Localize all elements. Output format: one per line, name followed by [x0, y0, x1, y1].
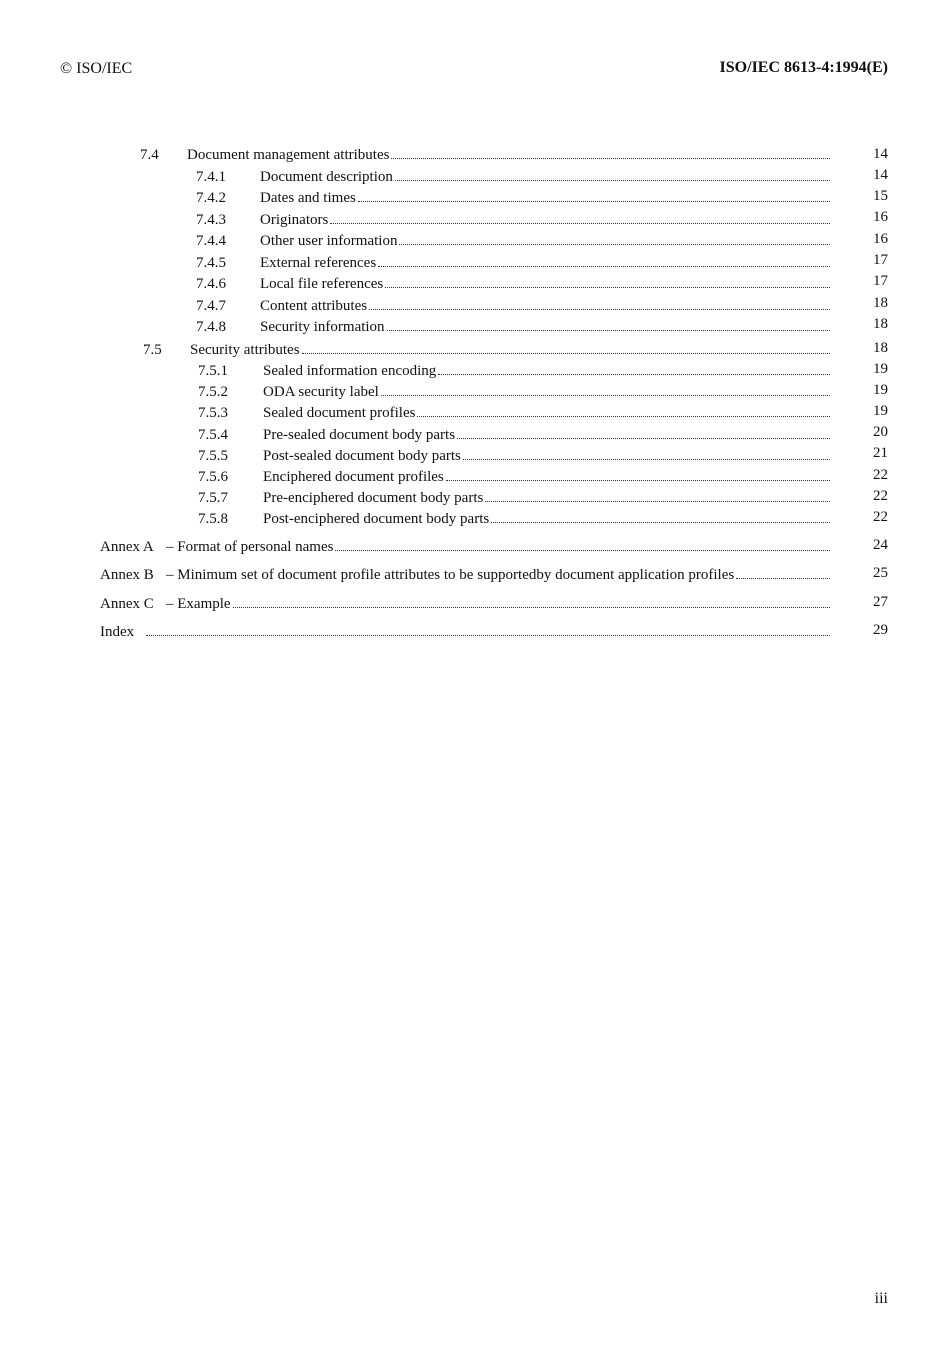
- toc-title: Sealed information encoding: [263, 363, 437, 379]
- toc-title: Post-enciphered document body parts: [263, 511, 490, 527]
- toc-entry-index[interactable]: [100, 623, 832, 641]
- toc-leader: [417, 404, 830, 417]
- toc-leader: [233, 595, 830, 608]
- toc-number: 7.5.6: [198, 469, 228, 485]
- toc-title: Pre-sealed document body parts: [263, 427, 456, 443]
- toc-page-number: 18: [873, 316, 888, 332]
- toc-page-number: 22: [873, 509, 888, 525]
- toc-page-number: 17: [873, 273, 888, 289]
- toc-page-number: 19: [873, 403, 888, 419]
- toc-page-number: 27: [873, 594, 888, 610]
- toc-leader: [485, 489, 830, 502]
- toc-page-number: 21: [873, 445, 888, 461]
- toc-title: Dates and times: [260, 190, 356, 206]
- toc-leader: [385, 275, 830, 288]
- toc-page-number: 19: [873, 361, 888, 377]
- toc-page-number: 14: [873, 146, 888, 162]
- toc-leader: [387, 318, 830, 331]
- toc-title: Sealed document profiles: [263, 405, 416, 421]
- toc-title: Security attributes: [190, 342, 300, 358]
- toc-leader: [457, 426, 830, 439]
- toc-leader: [369, 297, 830, 310]
- toc-title: Document management attributes: [187, 147, 390, 163]
- toc-page-number: 15: [873, 188, 888, 204]
- toc-entry-annex-c[interactable]: [100, 595, 832, 613]
- toc-number: 7.5.3: [198, 405, 228, 421]
- toc-entry[interactable]: [196, 232, 832, 250]
- toc-number: 7.5.7: [198, 490, 228, 506]
- toc-title: Document description: [260, 169, 393, 185]
- toc-number: Index: [100, 624, 135, 640]
- toc-entry[interactable]: [196, 297, 832, 315]
- toc-number: Annex A: [100, 539, 154, 555]
- toc-title: Post-sealed document body parts: [263, 448, 461, 464]
- toc-leader: [378, 254, 830, 267]
- page-folio: iii: [874, 1290, 888, 1307]
- toc-leader: [330, 211, 830, 224]
- toc-number: 7.4.1: [196, 169, 226, 185]
- toc-leader: [446, 468, 830, 481]
- toc-title: Security information: [260, 319, 385, 335]
- toc-page-number: 20: [873, 424, 888, 440]
- toc-entry[interactable]: [196, 189, 832, 207]
- toc-leader: [381, 383, 830, 396]
- toc-page-number: 22: [873, 488, 888, 504]
- toc-page-number: 19: [873, 382, 888, 398]
- toc-leader: [335, 538, 830, 551]
- toc-title: Local file references: [260, 276, 384, 292]
- toc-title: Content attributes: [260, 298, 368, 314]
- toc-entry[interactable]: [196, 318, 832, 336]
- toc-page-number: 17: [873, 252, 888, 268]
- toc-title: Other user information: [260, 233, 398, 249]
- toc-leader: [399, 232, 830, 245]
- toc-title: – Example: [166, 596, 231, 612]
- toc-title: ODA security label: [263, 384, 379, 400]
- toc-page-number: 16: [873, 209, 888, 225]
- toc-entry[interactable]: [198, 489, 832, 507]
- toc-entry[interactable]: [196, 275, 832, 293]
- toc-entry[interactable]: [198, 426, 832, 444]
- toc-number: Annex C: [100, 596, 154, 612]
- toc-number: 7.5.5: [198, 448, 228, 464]
- toc-number: 7.4.8: [196, 319, 226, 335]
- toc-number: 7.5.2: [198, 384, 228, 400]
- toc-entry[interactable]: [198, 404, 832, 422]
- toc-entry-annex-b[interactable]: [100, 566, 832, 584]
- toc-number: 7.4.3: [196, 212, 226, 228]
- toc-leader: [391, 146, 830, 159]
- header-copyright: © ISO/IEC: [60, 60, 133, 77]
- toc-title: External references: [260, 255, 377, 271]
- toc-title: Pre-enciphered document body parts: [263, 490, 484, 506]
- toc-number: 7.5.4: [198, 427, 228, 443]
- toc-page-number: 24: [873, 537, 888, 553]
- toc-entry[interactable]: [198, 510, 832, 528]
- toc-page-number: 25: [873, 565, 888, 581]
- toc-number: 7.4.7: [196, 298, 226, 314]
- toc-page-number: 29: [873, 622, 888, 638]
- toc-entry[interactable]: [196, 168, 832, 186]
- toc-entry[interactable]: [196, 211, 832, 229]
- toc-leader: [438, 362, 830, 375]
- toc-number: 7.5: [143, 342, 162, 358]
- toc-number: 7.4: [140, 147, 159, 163]
- toc-page-number: 18: [873, 340, 888, 356]
- toc-title: Enciphered document profiles: [263, 469, 444, 485]
- toc-entry-annex-a[interactable]: [100, 538, 832, 556]
- toc-number: 7.4.2: [196, 190, 226, 206]
- toc-entry[interactable]: [198, 383, 832, 401]
- toc-number: Annex B: [100, 567, 154, 583]
- toc-number: 7.4.6: [196, 276, 226, 292]
- toc-number: 7.4.5: [196, 255, 226, 271]
- toc-page-number: 22: [873, 467, 888, 483]
- toc-entry[interactable]: [198, 468, 832, 486]
- toc-entry[interactable]: [198, 447, 832, 465]
- toc-title: – Minimum set of document profile attributes to be supportedby document application profiles: [166, 567, 735, 583]
- toc-leader: [302, 341, 830, 354]
- toc-number: 7.4.4: [196, 233, 226, 249]
- toc-title: Originators: [260, 212, 329, 228]
- toc-page-number: 16: [873, 231, 888, 247]
- toc-entry[interactable]: [198, 362, 832, 380]
- toc-number: 7.5.8: [198, 511, 228, 527]
- toc-entry[interactable]: [143, 341, 832, 359]
- toc-entry[interactable]: [140, 146, 832, 164]
- toc-entry[interactable]: [196, 254, 832, 272]
- header-standard-id: ISO/IEC 8613-4:1994(E): [719, 59, 888, 76]
- toc-number: 7.5.1: [198, 363, 228, 379]
- toc-leader: [395, 168, 830, 181]
- toc-page-number: 18: [873, 295, 888, 311]
- toc-leader: [736, 566, 830, 579]
- toc-leader: [358, 189, 830, 202]
- toc-page-number: 14: [873, 167, 888, 183]
- toc-title: – Format of personal names: [166, 539, 334, 555]
- toc-leader: [491, 510, 830, 523]
- toc-leader: [463, 447, 830, 460]
- toc-leader: [146, 623, 830, 636]
